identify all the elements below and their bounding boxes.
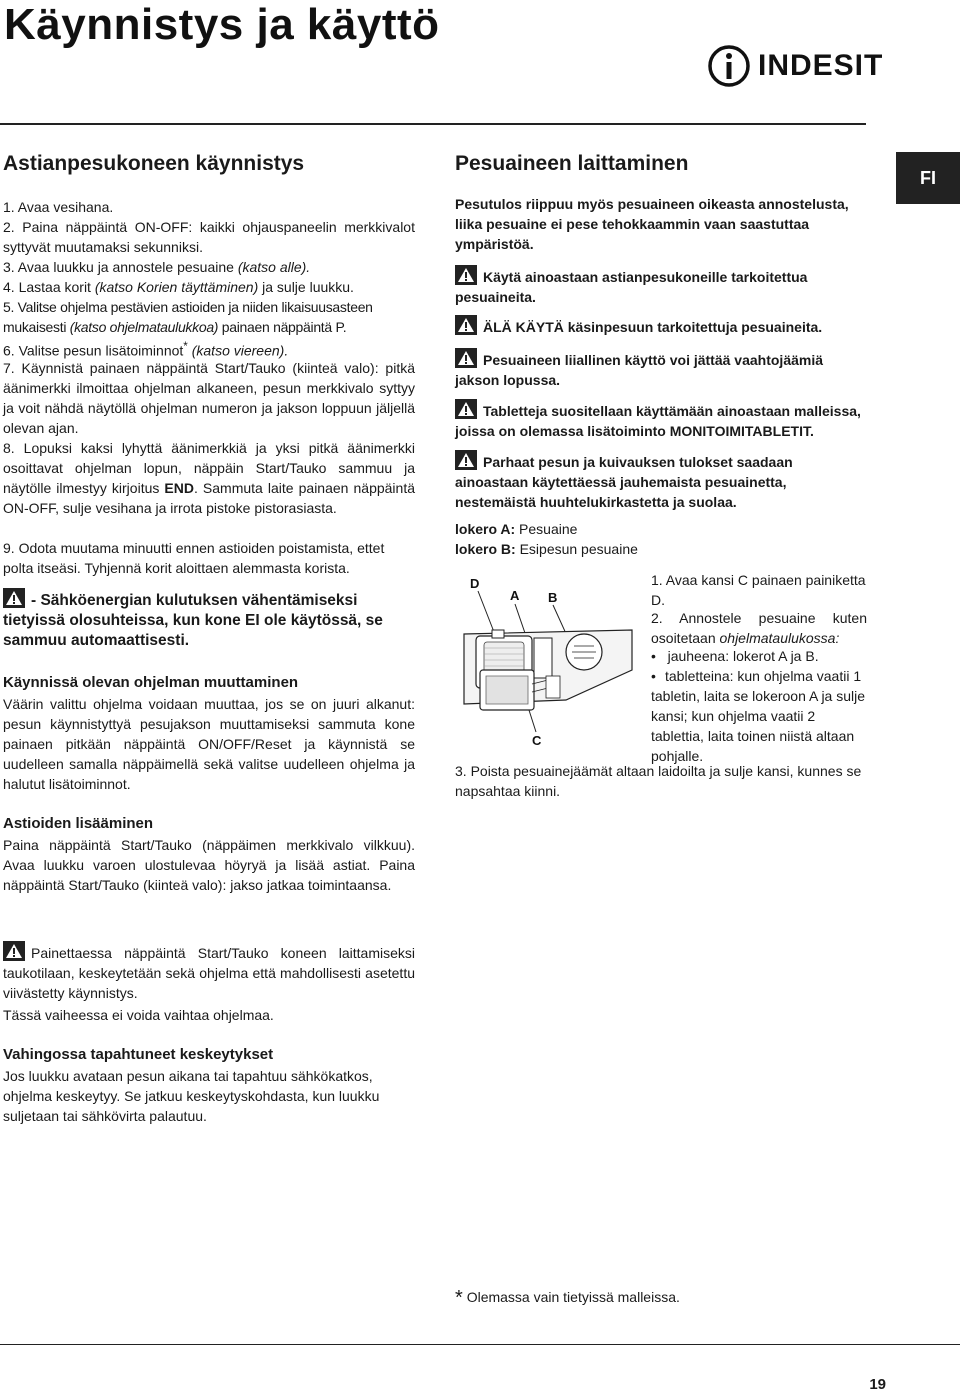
bullet-2-text: tabletteina: kun ohjelma vaatii 1 tabletin, laita se lokeroon A ja sulje kansi; kun ohjelma vaatii 2 tablettia, laita toinen niistä altaan pohjalle. xyxy=(651,668,866,764)
detergent-warning-2 xyxy=(455,315,867,337)
step-7: 7. Käynnistä painaen näppäintä Start/Tauko (kiinteä valo): pitkä äänimerkki ilmoittaa ohjelman alkaneen, pesun merkkivalo syttyy ja voit nähdä näytöllä ohjelman numeron ja jakson loppuun jäljellä olevan ajan. xyxy=(3,360,415,436)
compartment-b-label: lokero B: xyxy=(455,541,516,557)
step-5: 5. Valitse ohjelma pestävien astioiden ja niiden likaisuusasteen mukaisesti (katso ohjelmataulukkoa) painaen näppäintä P. xyxy=(3,299,373,335)
brand-logo xyxy=(706,42,883,90)
energy-warning xyxy=(3,588,415,651)
page-number: 19 xyxy=(869,1376,886,1393)
detergent-warning-2-text: ÄLÄ KÄYTÄ käsinpesuun tarkoitettuja pesuaineita. xyxy=(483,319,823,335)
diagram-label-c: C xyxy=(532,733,542,748)
step-3: 3. Avaa luukku ja annostele pesuaine (katso alle). xyxy=(3,259,311,275)
change-heading: Käynnissä olevan ohjelman muuttaminen xyxy=(3,674,299,691)
warning-icon xyxy=(455,348,477,368)
step-1: 1. Avaa vesihana. xyxy=(3,199,114,215)
diagram-label-b: B xyxy=(548,590,558,605)
detergent-warning-4 xyxy=(455,399,867,441)
detergent-warning-1-text: Käytä ainoastaan astianpesukoneille tarkoitettua pesuaineita. xyxy=(455,269,808,305)
indesit-i-icon xyxy=(706,43,752,89)
detergent-warning-4-text: Tabletteja suositellaan käyttämään ainoastaan malleissa, joissa on olemassa lisätoiminto MONITOIMITABLETIT. xyxy=(455,403,861,439)
pause-note: Tässä vaiheessa ei voida vaihtaa ohjelmaa. xyxy=(3,1007,274,1023)
step-8: 8. Lopuksi kaksi lyhyttä äänimerkkiä ja yksi pitkä äänimerkki osoittavat ohjelman lopun, näppäin Start/Tauko sammuu ja näytölle ilmestyy kirjoitus END. Sammuta laite painaen näppäintä ON-OFF, sulje vesihana ja irrota pistoke pistorasiasta. xyxy=(3,440,415,516)
compartment-b-value: Esipesun pesuaine xyxy=(519,541,638,557)
start-heading: Astianpesukoneen käynnistys xyxy=(3,152,305,175)
pause-warning-text: Painettaessa näppäintä Start/Tauko koneen laittamiseksi taukotilaan, keskeytetään sekä ohjelma että mahdollisesti asetettu viivästetty käynnistys. xyxy=(3,945,415,1001)
language-tab: FI xyxy=(896,152,960,204)
add-text: Paina näppäintä Start/Tauko (näppäimen merkkivalo vilkkuu). Avaa luukku varoen ulostulevaa höyryä ja lisää astiat. Paina näppäintä Start/Tauko (kiinteä valo): jakso jatkaa toimintaansa. xyxy=(3,837,415,893)
step-6: 6. Valitse pesun lisätoiminnot* (katso viereen). xyxy=(3,340,289,359)
interrupt-heading: Vahingossa tapahtuneet keskeytykset xyxy=(3,1046,274,1063)
compartment-b xyxy=(455,539,867,559)
header-rule xyxy=(0,123,866,125)
warning-icon xyxy=(455,315,477,335)
detergent-intro: Pesutulos riippuu myös pesuaineen oikeasta annostelusta, liika pesuaine ei pese tehokkaammin vaan saastuttaa ympäristöä. xyxy=(455,196,849,252)
brand-name: INDESIT xyxy=(758,49,884,82)
instr-3: 3. Poista pesuainejäämät altaan laidoilta ja sulje kansi, kunnes se napsahtaa kiinni. xyxy=(455,763,862,799)
warning-icon xyxy=(455,265,477,285)
change-text: Väärin valittu ohjelma voidaan muuttaa, jos se on juuri alkanut: pesun käynnistyttyä pesujakson muuttamiseksi sammuta kone painaen pitkään näppäintä ON/OFF/Reset ja käynnistä se uudelleen samalla näppäimellä sekä valitse uudelleen ohjelma ja halutut lisätoiminnot. xyxy=(3,696,415,792)
diagram-label-d: D xyxy=(470,576,480,591)
detergent-warning-5 xyxy=(455,450,867,512)
detergent-warning-1 xyxy=(455,265,867,307)
compartment-a xyxy=(455,519,867,539)
detergent-dispenser-diagram xyxy=(456,572,642,752)
energy-warning-text: - Sähköenergian kulutuksen vähentämiseksi tietyissä olosuhteissa, kun kone EI ole käytössä, se sammuu automaattisesti. xyxy=(3,592,383,649)
instr-2: 2. Annostele pesuaine kuten osoitetaan ohjelmataulukossa: xyxy=(651,610,867,646)
compartment-a-label: lokero A: xyxy=(455,521,516,537)
detergent-heading: Pesuaineen laittaminen xyxy=(455,152,689,175)
footer-rule xyxy=(0,1344,960,1345)
footnote xyxy=(455,1287,867,1308)
warning-icon xyxy=(3,941,25,961)
page-title: Käynnistys ja käyttö xyxy=(4,0,440,49)
instr-1: 1. Avaa kansi C painaen painiketta D. xyxy=(651,572,866,608)
step-9: 9. Odota muutama minuutti ennen astioiden poistamista, ettet polta itseäsi. Tyhjennä korit aloittaen alemmasta korista. xyxy=(3,540,385,576)
diagram-label-a: A xyxy=(510,588,520,603)
compartment-a-value: Pesuaine xyxy=(519,521,578,537)
add-heading: Astioiden lisääminen xyxy=(3,815,154,832)
bullet-1-text: jauheena: lokerot A ja B. xyxy=(667,648,819,664)
footnote-text: Olemassa vain tietyissä malleissa. xyxy=(466,1289,680,1305)
warning-icon xyxy=(455,450,477,470)
pause-warning xyxy=(3,941,415,1003)
step-2: 2. Paina näppäintä ON-OFF: kaikki ohjauspaneelin merkkivalot syttyvät muutamaksi sekunniksi. xyxy=(3,219,415,255)
footnote-mark: * xyxy=(455,1287,463,1309)
bullet-2: • tabletteina: kun ohjelma vaatii 1 tabletin, laita se lokeroon A ja sulje kansi; kun ohjelma vaatii 2 tablettia, laita toinen niistä altaan pohjalle. xyxy=(651,668,866,764)
detergent-warning-3-text: Pesuaineen liiallinen käyttö voi jättää vaahtojäämiä jakson lopussa. xyxy=(455,352,824,388)
warning-icon xyxy=(3,588,25,608)
bullet-1: • jauheena: lokerot A ja B. xyxy=(651,648,819,664)
detergent-warning-3 xyxy=(455,348,867,390)
interrupt-text: Jos luukku avataan pesun aikana tai tapahtuu sähkökatkos, ohjelma keskeytyy. Se jatkuu keskeytyskohdasta, kun luukku suljetaan tai sähkövirta palautuu. xyxy=(3,1068,380,1124)
step-4: 4. Lastaa korit (katso Korien täyttäminen) ja sulje luukku. xyxy=(3,279,354,295)
detergent-warning-5-text: Parhaat pesun ja kuivauksen tulokset saadaan ainoastaan käytettäessä jauhemaista pesuainetta, nestemäistä huuhtelukirkastetta ja suolaa. xyxy=(455,454,793,510)
warning-icon xyxy=(455,399,477,419)
